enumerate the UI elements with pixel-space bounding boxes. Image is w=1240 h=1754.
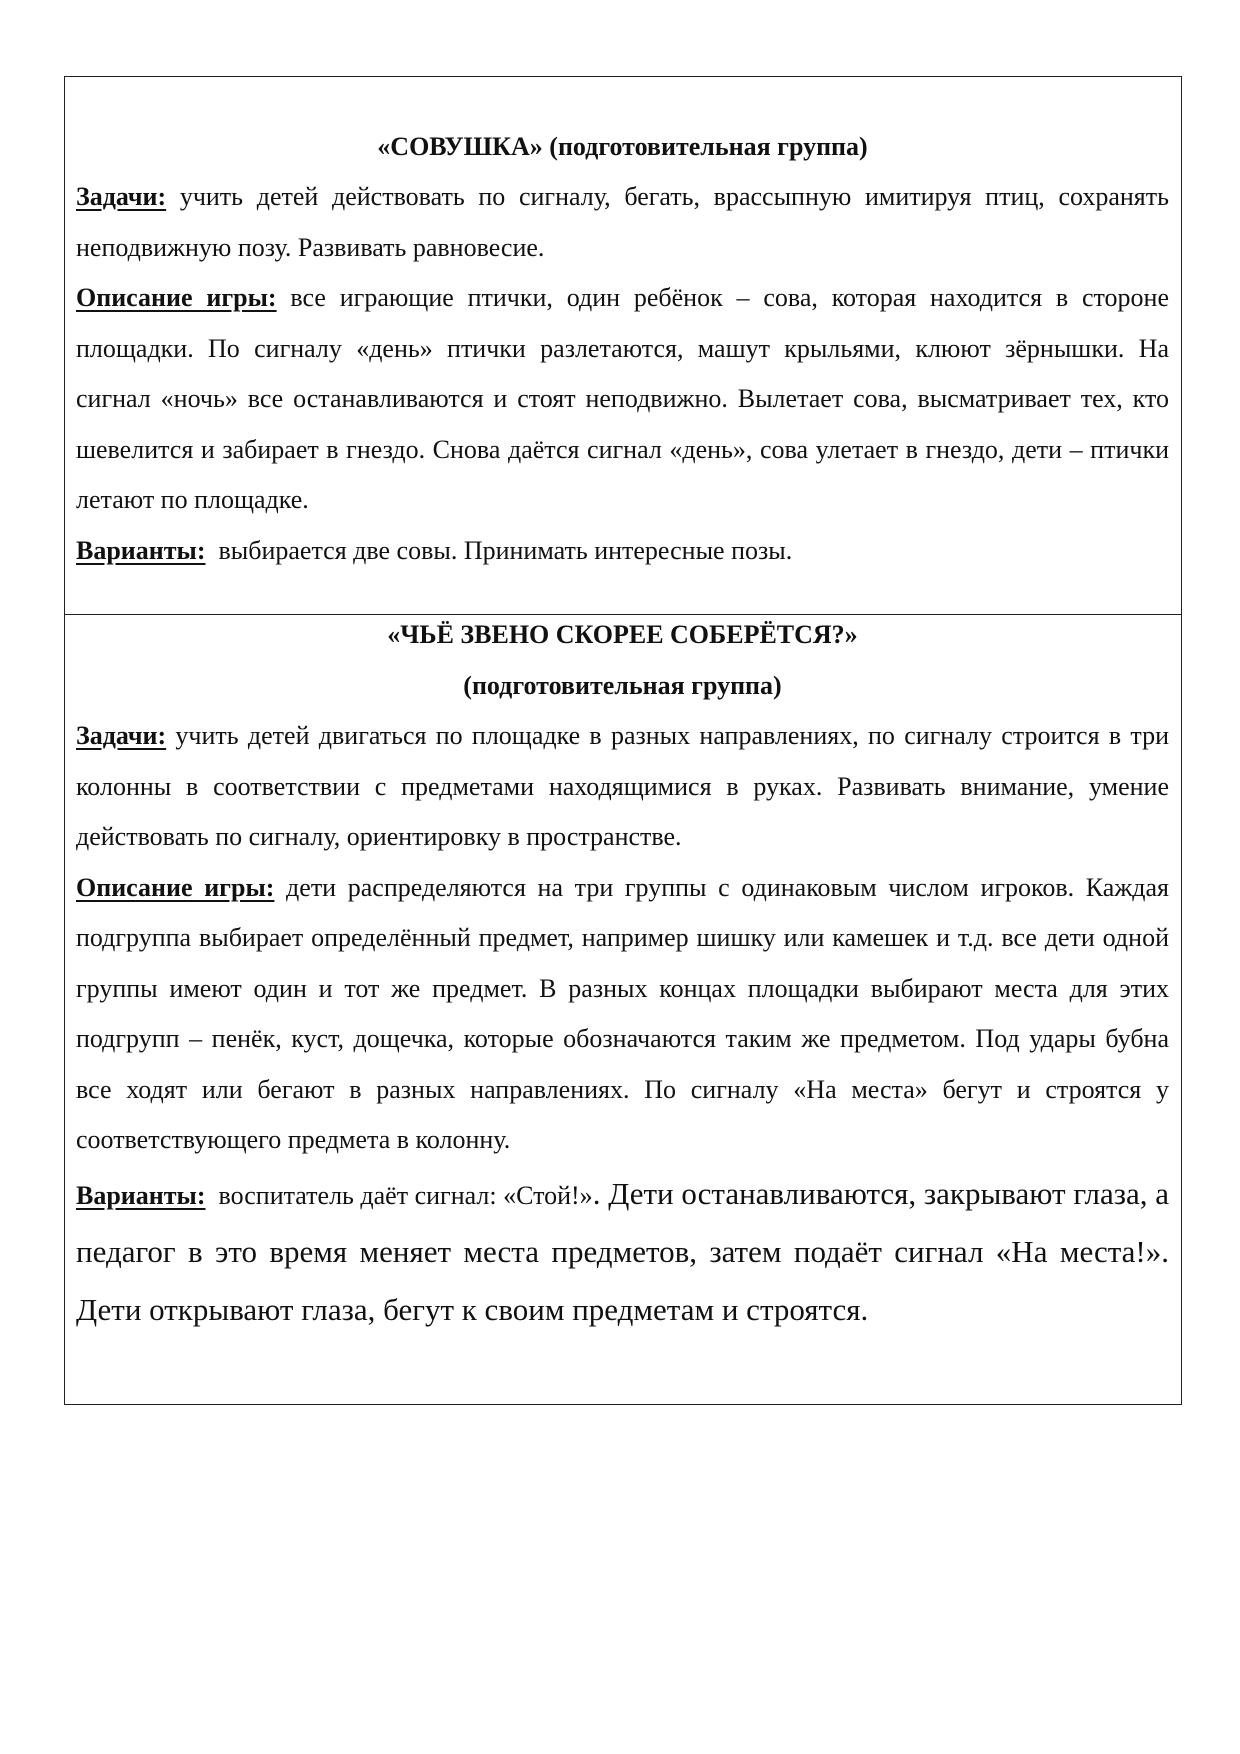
- games-table: [64, 76, 1182, 1405]
- description-label: Описание игры:: [76, 283, 277, 312]
- description-label: Описание игры:: [76, 872, 275, 902]
- game-zveno: [65, 609, 1181, 1404]
- variants-text-big: . Дети останавливаются, закрывают глаза, а педагог в это время меняет места предметов, затем подаёт сигнал «На места!». Дети открывают глаза, бегут к своим предметам и строятся.: [76, 1175, 1169, 1327]
- description-paragraph: [76, 863, 1169, 1166]
- game-title: «ЧЬЁ ЗВЕНО СКОРЕЕ СОБЕРЁТСЯ?»: [387, 620, 858, 649]
- game-subtitle: (подготовительная группа): [463, 671, 782, 700]
- tasks-text: учить детей двигаться по площадке в разных направлениях, по сигналу строится в три колонны в соответствии с предметами находящимися в руках. Развивать внимание, умение действовать по сигналу, ориентировку в пространстве.: [76, 721, 1169, 851]
- tasks-paragraph: [76, 172, 1169, 273]
- tasks-label: Задачи:: [76, 182, 167, 211]
- tasks-label: Задачи:: [76, 721, 167, 750]
- tasks-paragraph: [76, 711, 1169, 863]
- variants-text-small: воспитатель даёт сигнал: «Стой!»: [205, 1180, 593, 1210]
- game-title: «СОВУШКА» (подготовительная группа): [377, 132, 868, 161]
- variants-label: Варианты:: [76, 535, 206, 565]
- description-paragraph: [76, 273, 1169, 526]
- variants-label: Варианты:: [76, 1180, 206, 1210]
- tasks-text: учить детей действовать по сигналу, бегать, врассыпную имитируя птиц, сохранять неподвижную позу. Развивать равновесие.: [76, 182, 1169, 262]
- variants-paragraph: [76, 1166, 1169, 1340]
- variants-paragraph: [76, 526, 1169, 577]
- description-text: дети распределяются на три группы с одинаковым числом игроков. Каждая подгруппа выбирает определённый предмет, например шишку или камешек и т.д. все дети одной группы имеют один и тот же предмет. В разных концах площадки выбирают места для этих подгрупп – пенёк, куст, дощечка, которые обозначаются таким же предметом. Под удары бубна все ходят или бегают в разных направлениях. По сигналу «На места» бегут и строятся у соответствующего предмета в колонну.: [76, 872, 1170, 1154]
- variants-text: выбирается две совы. Принимать интересные позы.: [205, 535, 793, 565]
- description-text: все играющие птички, один ребёнок – сова, которая находится в стороне площадки. По сигналу «день» птички разлетаются, машут крыльями, клюют зёрнышки. На сигнал «ночь» все останавливаются и стоят неподвижно. Вылетает сова, высматривает тех, кто шевелится и забирает в гнездо. Снова даётся сигнал «день», сова улетает в гнездо, дети – птички летают по площадке.: [76, 283, 1169, 514]
- game-sovushka: [65, 77, 1181, 615]
